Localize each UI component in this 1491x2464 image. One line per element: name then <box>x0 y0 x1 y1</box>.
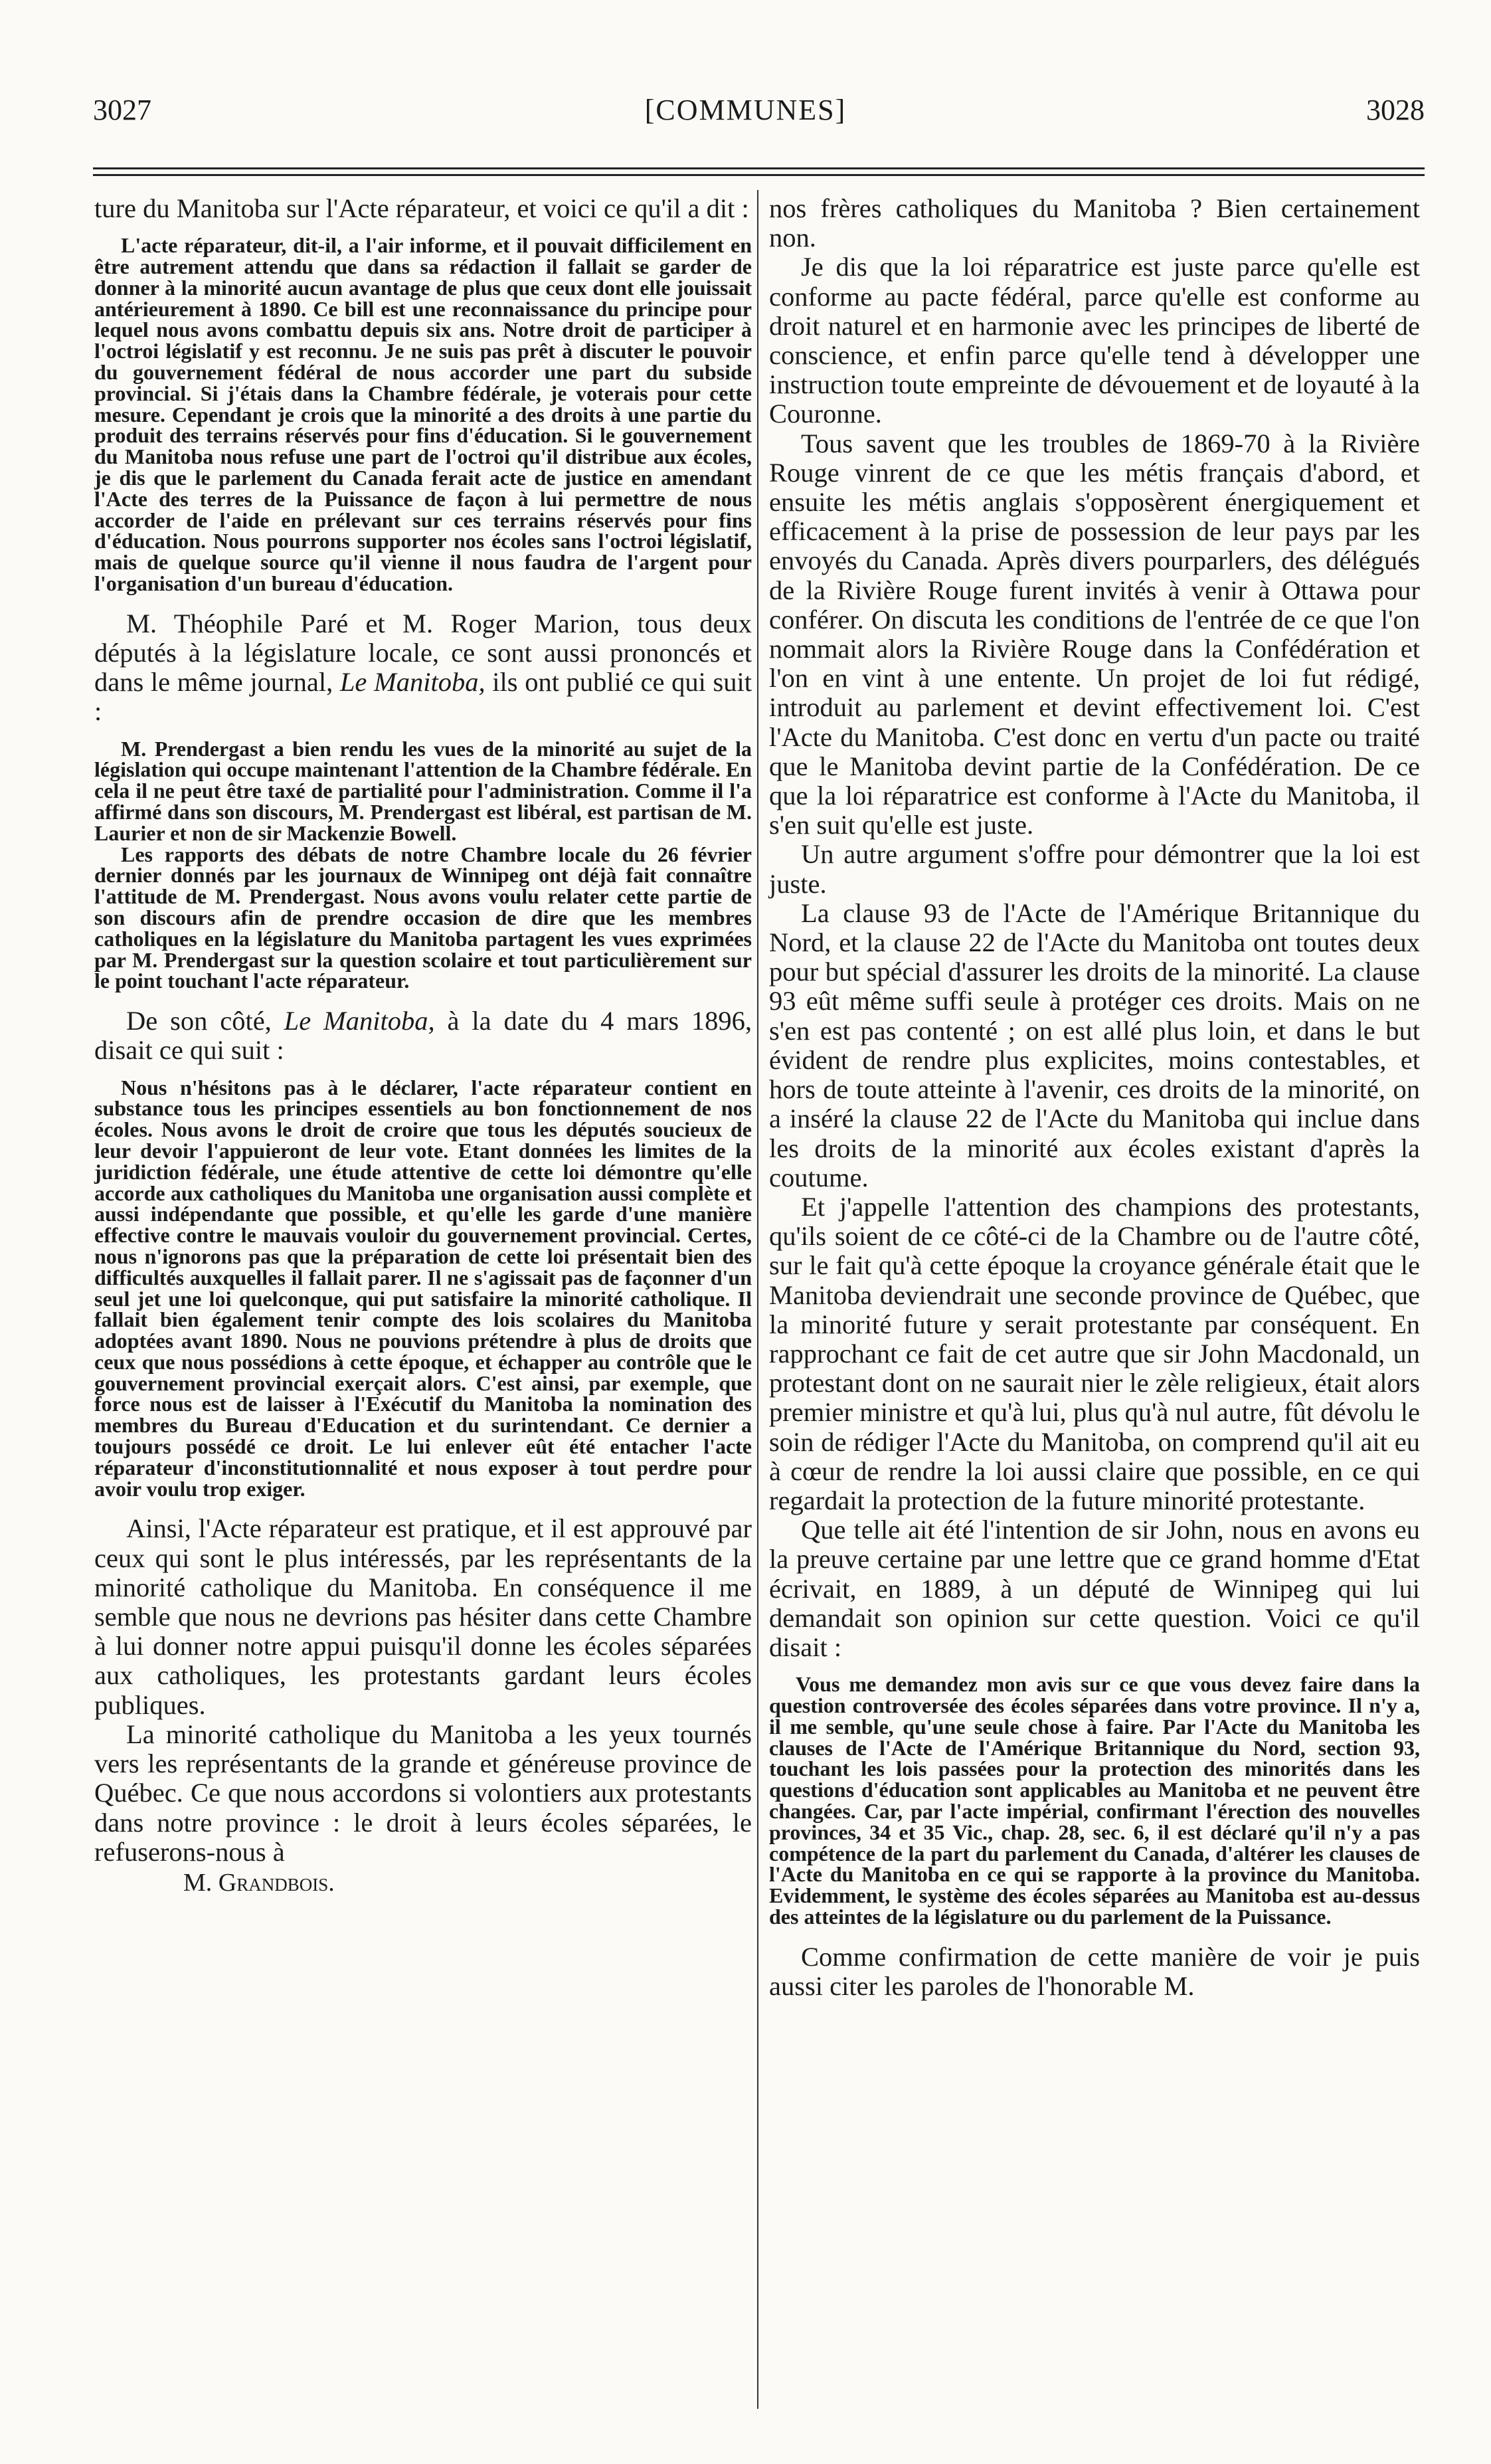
quote-paragraph: Les rapports des débats de notre Chambre locale du 26 février dernier donnés par les journaux de Winnipeg ont déjà fait connaître l'attitude de M. Prendergast. Nous avons voulu relater cette partie de son discours afin de prendre occasion de dire que les membres catholiques en la législature du Manitoba partagent les vues exprimées par M. Prendergast sur la question scolaire et tout particulièrement sur le point touchant l'acte réparateur. <box>94 842 752 993</box>
header-rule-bottom <box>93 174 1425 176</box>
text-run: De son côté, <box>126 1006 284 1036</box>
paragraph: Je dis que la loi réparatrice est juste parce qu'elle est conforme au pacte fédéral, parce qu'elle est conforme au droit naturel et en harmonie avec les principes de liberté de conscience, et enfin parce qu'elle tend à développer une instruction toute empreinte de dévouement et de loyauté à la Couronne. <box>769 252 1420 429</box>
quote-paragraph: Vous me demandez mon avis sur ce que vous devez faire dans la question controversée des écoles séparées dans votre province. Il n'y a, il me semble, qu'une seule chose à faire. Par l'Acte du Manitoba les clauses de l'Acte de l'Amérique Britannique du Nord, section 93, touchant les lois passées pour la protection des minorités dans les questions d'éducation sont applicables au Manitoba et ne peuvent être changées. Car, par l'acte impérial, confirmant l'érection des nouvelles provinces, 34 et 35 Vic., chap. 28, sec. 6, il est déclaré qu'il n'y a pas compétence de la part du parlement du Canada, d'altérer les clauses de l'Acte du Manitoba en ce qui se rapporte à la province du Manitoba. Evidemment, le système des écoles séparées au Manitoba est au-dessus des atteintes de la législature ou du parlement de la Puissance. <box>769 1672 1420 1929</box>
block-quote <box>94 1075 752 1501</box>
paragraph: Ainsi, l'Acte réparateur est pratique, et il est approuvé par ceux qui sont le plus intéressés, par les représentants de la minorité catholique du Manitoba. En conséquence il me semble que nous ne devrions pas hésiter dans cette Chambre à lui donner notre appui puisqu'il donne les écoles séparées aux catholiques, les protestants gardant leurs écoles publiques. <box>94 1513 752 1720</box>
page-number-left: 3027 <box>93 94 151 126</box>
paragraph: La minorité catholique du Manitoba a les yeux tournés vers les représentants de la grande et généreuse province de Québec. Ce que nous accordons si volontiers aux protestants dans notre province : le droit à leurs écoles séparées, le refuserons-nous à <box>94 1719 752 1867</box>
block-quote <box>769 1674 1420 1928</box>
paragraph: Tous savent que les troubles de 1869-70 à la Rivière Rouge vinrent de ce que les métis français d'abord, et ensuite les métis anglais s'opposèrent énergiquement et efficacement à la prise de possession de leur pays par les envoyés du Canada. Après divers pourparlers, des délégués de la Rivière Rouge furent invités à venir à Ottawa pour conférer. On discuta les conditions de l'entrée de ce que l'on nommait alors la Rivière Rouge dans la Confédération et l'on en vint à une entente. Un projet de loi fut rédigé, introduit au parlement et devint effectivement loi. C'est l'Acte du Manitoba. C'est donc en vertu d'un pacte ou traité que le Manitoba devint partie de la Confédération. De ce que la loi réparatrice est conforme à l'Acte du Manitoba, il s'en suit qu'elle est juste. <box>769 428 1420 840</box>
column-divider <box>757 190 758 2409</box>
text-run: M. Théophile Paré et M. Roger Marion, tous deux députés à la législature locale, ce sont aussi prononcés et dans le même journal, <box>94 608 752 698</box>
page-number-right: 3028 <box>1366 94 1425 126</box>
left-column <box>94 194 752 1897</box>
paragraph: Et j'appelle l'attention des champions des protestants, qu'ils soient de ce côté-ci de la Chambre ou de l'autre côté, sur le fait qu'à cette époque la croyance générale était que le Manitoba deviendrait une seconde province de Québec, que la minorité future y serait protestante par conséquent. En rapprochant ce fait de cet autre que sir John Macdonald, un protestant dont on ne saurait nier le zèle religieux, était alors premier ministre et qu'à lui, plus qu'à nul autre, fût dévolu le soin de rédiger l'Acte du Manitoba, on comprend qu'il ait eu à cœur de rendre la loi aussi claire que possible, en ce qui regardait la protection de la future minorité protestante. <box>769 1191 1420 1515</box>
paragraph: Comme confirmation de cette manière de voir je puis aussi citer les paroles de l'honorable M. <box>769 1941 1420 2001</box>
quote-paragraph: Nous n'hésitons pas à le déclarer, l'acte réparateur contient en substance tous les principes essentiels au bon fonctionnement de nos écoles. Nous avons le droit de croire que tous les députés soucieux de leur devoir l'appuieront de leur vote. Etant données les limites de la juridiction fédérale, une étude attentive de cette loi démontre qu'elle accorde aux catholiques du Manitoba une organisation aussi complète et aussi indépendante que possible, et qu'elle les garde d'une manière effective contre le mauvais vouloir du gouvernement provincial. Certes, nous n'ignorons pas que la préparation de cette loi présentait bien des difficultés auxquelles il fallait parer. Il ne s'agissait pas de façonner d'un seul jet une loi quelconque, qui put satisfaire la minorité catholique. Il fallait bien également tenir compte des lois scolaires du Manitoba adoptées avant 1890. Nous ne pouvions prétendre à plus de droits que ceux que nous possédions à cette époque, et échapper au contrôle que le gouvernement provincial exerçait alors. C'est ainsi, par exemple, que force nous est de laisser à l'Exécutif du Manitoba la nomination des membres du Bureau d'Education et du surintendant. Ce dernier a toujours possédé ce droit. Le lui enlever eût été entacher l'acte réparateur d'inconstitutionnalité et nous exposer à tout perdre pour avoir voulu trop exiger. <box>94 1075 752 1501</box>
paragraph: Un autre argument s'offre pour démontrer que la loi est juste. <box>769 839 1420 899</box>
newspaper-title: Le Manitoba, <box>339 667 485 698</box>
quote-paragraph: L'acte réparateur, dit-il, a l'air informe, et il pouvait difficilement en être autrement attendu que dans sa rédaction il fallait se garder de donner à la minorité aucun avantage de plus que ceux dont elle jouissait antérieurement à 1890. Ce bill est une reconnaissance du principe pour lequel nous avons combattu depuis six ans. Notre droit de participer à l'octroi législatif y est reconnu. Je ne suis pas prêt à discuter le pouvoir du gouvernement fédéral de nous accorder une part du subside provincial. Si j'étais dans la Chambre fédérale, je voterais pour cette mesure. Cependant je crois que la minorité a des droits à une partie du produit des terrains réservés pour fins d'éducation. Si le gouvernement du Manitoba nous refuse une part de l'octroi qu'il distribue aux écoles, je dis que le parlement du Canada ferait acte de justice en amendant l'Acte des terres de la Puissance de façon à lui permettre de nous accorder de l'aide en prélevant sur ces terrains réservés pour fins d'éducation. Nous pourrons supporter nos écoles sans l'octroi législatif, mais de quelque source qu'il vienne il nous faudra de l'argent pour l'organisation d'un bureau d'éducation. <box>94 233 752 595</box>
block-quote <box>94 736 752 993</box>
paragraph: nos frères catholiques du Manitoba ? Bien certainement non. <box>769 193 1420 253</box>
paragraph <box>94 609 752 727</box>
right-column <box>769 194 1420 2001</box>
page-header <box>0 93 1491 133</box>
newspaper-title: Le Manitoba, <box>284 1006 435 1036</box>
text-run: à la date du 4 mars 1896, disait ce qui suit : <box>94 1006 752 1066</box>
paragraph: Que telle ait été l'intention de sir John, nous en avons eu la preuve certaine par une lettre que ce grand homme d'Etat écrivait, en 1889, à un député de Winnipeg qui lui demandait son opinion sur cette question. Voici ce qu'il disait : <box>769 1515 1420 1662</box>
paragraph <box>94 1006 752 1065</box>
quote-paragraph: M. Prendergast a bien rendu les vues de la minorité au sujet de la législation qui occupe maintenant l'attention de la Chambre fédérale. En cela il ne peut être taxé de partialité pour l'administration. Comme il l'a affirmé dans son discours, M. Prendergast est libéral, est partisan de M. Laurier et non de sir Mackenzie Bowell. <box>94 736 752 845</box>
block-quote <box>94 235 752 595</box>
header-rule-top <box>93 167 1425 169</box>
speaker-signature: M. Grandbois. <box>183 1868 335 1897</box>
text-run: ils ont publié ce qui suit : <box>94 667 752 727</box>
paragraph: ture du Manitoba sur l'Acte réparateur, et voici ce qu'il a dit : <box>94 193 749 223</box>
running-title: [COMMUNES] <box>644 94 847 126</box>
paragraph: La clause 93 de l'Acte de l'Amérique Britannique du Nord, et la clause 22 de l'Acte du Manitoba ont toutes deux pour but spécial d'assurer les droits de la minorité. La clause 93 eût même suffi seule à protéger ces droits. Mais on ne s'en est pas contenté ; on est allé plus loin, et dans le but évident de rendre plus explicites, moins contestables, et hors de toute atteinte à l'avenir, ces droits de la minorité, on a inséré la clause 22 de l'Acte du Manitoba qui inclue dans les droits de la minorité aux écoles existant d'après la coutume. <box>769 898 1420 1192</box>
